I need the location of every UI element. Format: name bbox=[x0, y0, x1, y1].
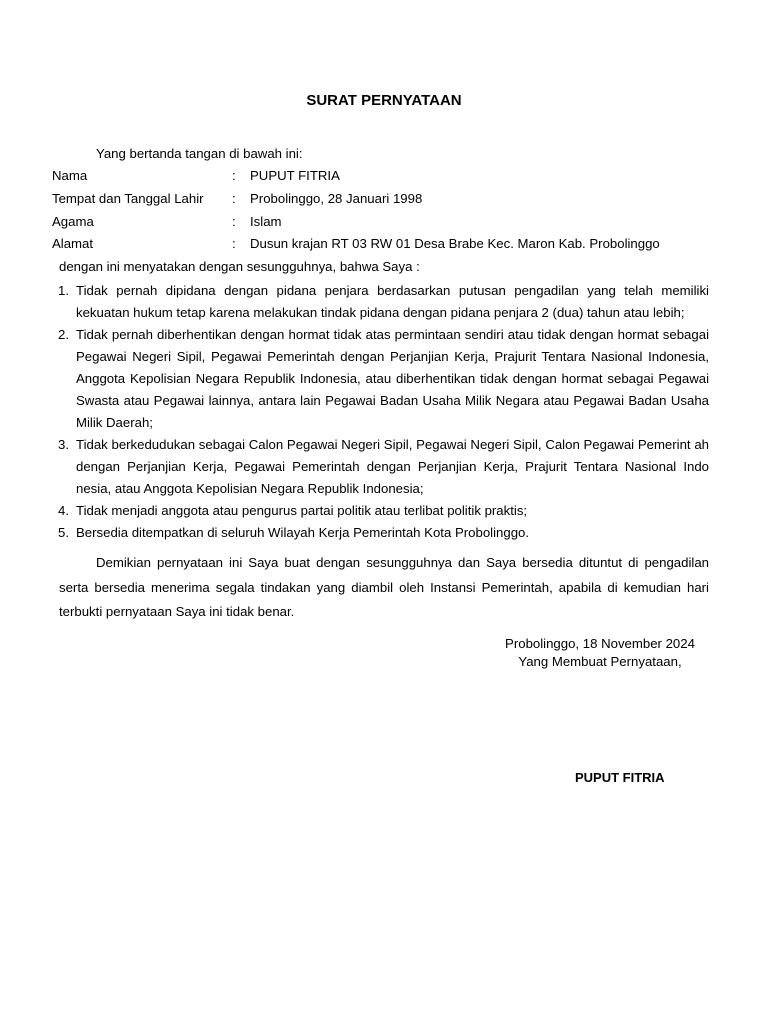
list-item-text: Tidak berkedudukan sebagai Calon Pegawai Negeri Sipil, Pegawai Negeri Sipil, Calon Pegawai Pemerint ah dengan Perjanjian Kerja, Pegawai Pemerintah dengan Perjanjian Kerja, Prajurit Tentara Nasional Indo nesia, atau Anggota Kepolisian Negara Republik Indonesia; bbox=[76, 437, 709, 496]
field-separator: : bbox=[232, 168, 236, 183]
intro-text: Yang bertanda tangan di bawah ini: bbox=[96, 146, 303, 161]
list-item-text: Tidak pernah diberhentikan dengan hormat tidak atas permintaan sendiri atau tidak dengan hormat sebagai Pegawai Negeri Sipil, Pegawai Pemerintah dengan Perjanjian Kerja, Prajurit Tentara Nasional Indonesia, Anggota Kepolisian Negara Republik Indonesia, atau diberhentikan tidak dengan hormat sebagai Pegawai Swasta atau Pegawai lainnya, antara lain Pegawai Badan Usaha Milik Negara atau Pegawai Badan Usaha Milik Daerah; bbox=[76, 327, 709, 430]
list-number: 3. bbox=[58, 437, 69, 452]
field-separator: : bbox=[232, 214, 236, 229]
field-label-birth: Tempat dan Tanggal Lahir bbox=[52, 191, 204, 206]
document-title: SURAT PERNYATAAN bbox=[306, 92, 462, 109]
list-item bbox=[58, 324, 709, 434]
statement-list bbox=[58, 280, 709, 544]
list-item-text: Tidak pernah dipidana dengan pidana penjara berdasarkan putusan pengadilan yang telah memiliki kekuatan hukum tetap karena melakukan tindak pidana dengan pidana penjara 2 (dua) tahun atau lebih; bbox=[76, 283, 709, 320]
list-item-text: Tidak menjadi anggota atau pengurus partai politik atau terlibat politik praktis; bbox=[76, 503, 528, 518]
field-label-address: Alamat bbox=[52, 236, 94, 251]
place-date: Probolinggo, 18 November 2024 bbox=[505, 636, 695, 651]
field-value-religion: Islam bbox=[250, 214, 282, 229]
field-separator: : bbox=[232, 191, 236, 206]
list-item bbox=[58, 522, 709, 544]
field-label-name: Nama bbox=[52, 168, 88, 183]
field-label-religion: Agama bbox=[52, 214, 94, 229]
closing-paragraph: Demikian pernyataan ini Saya buat dengan sesungguhnya dan Saya bersedia dituntut di pengadilan serta bersedia menerima segala tindakan yang diambil oleh Instansi Pemerintah, apabila di kemudian hari terbukti pernyataan Saya ini tidak benar. bbox=[59, 555, 709, 619]
declaration-intro: dengan ini menyatakan dengan sesungguhnya, bahwa Saya : bbox=[59, 259, 420, 274]
signer-title: Yang Membuat Pernyataan, bbox=[518, 654, 682, 669]
field-separator: : bbox=[232, 236, 236, 251]
list-item-text: Bersedia ditempatkan di seluruh Wilayah Kerja Pemerintah Kota Probolinggo. bbox=[76, 525, 530, 540]
list-item bbox=[58, 500, 709, 522]
list-item bbox=[58, 280, 709, 324]
field-value-address: Dusun krajan RT 03 RW 01 Desa Brabe Kec. Maron Kab. Probolinggo bbox=[250, 236, 660, 251]
list-number: 1. bbox=[58, 283, 69, 298]
list-item bbox=[58, 434, 709, 500]
list-number: 4. bbox=[58, 503, 69, 518]
field-value-name: PUPUT FITRIA bbox=[250, 168, 340, 183]
list-number: 5. bbox=[58, 525, 69, 540]
signer-name: PUPUT FITRIA bbox=[575, 770, 665, 785]
list-number: 2. bbox=[58, 327, 69, 342]
field-value-birth: Probolinggo, 28 Januari 1998 bbox=[250, 191, 423, 206]
